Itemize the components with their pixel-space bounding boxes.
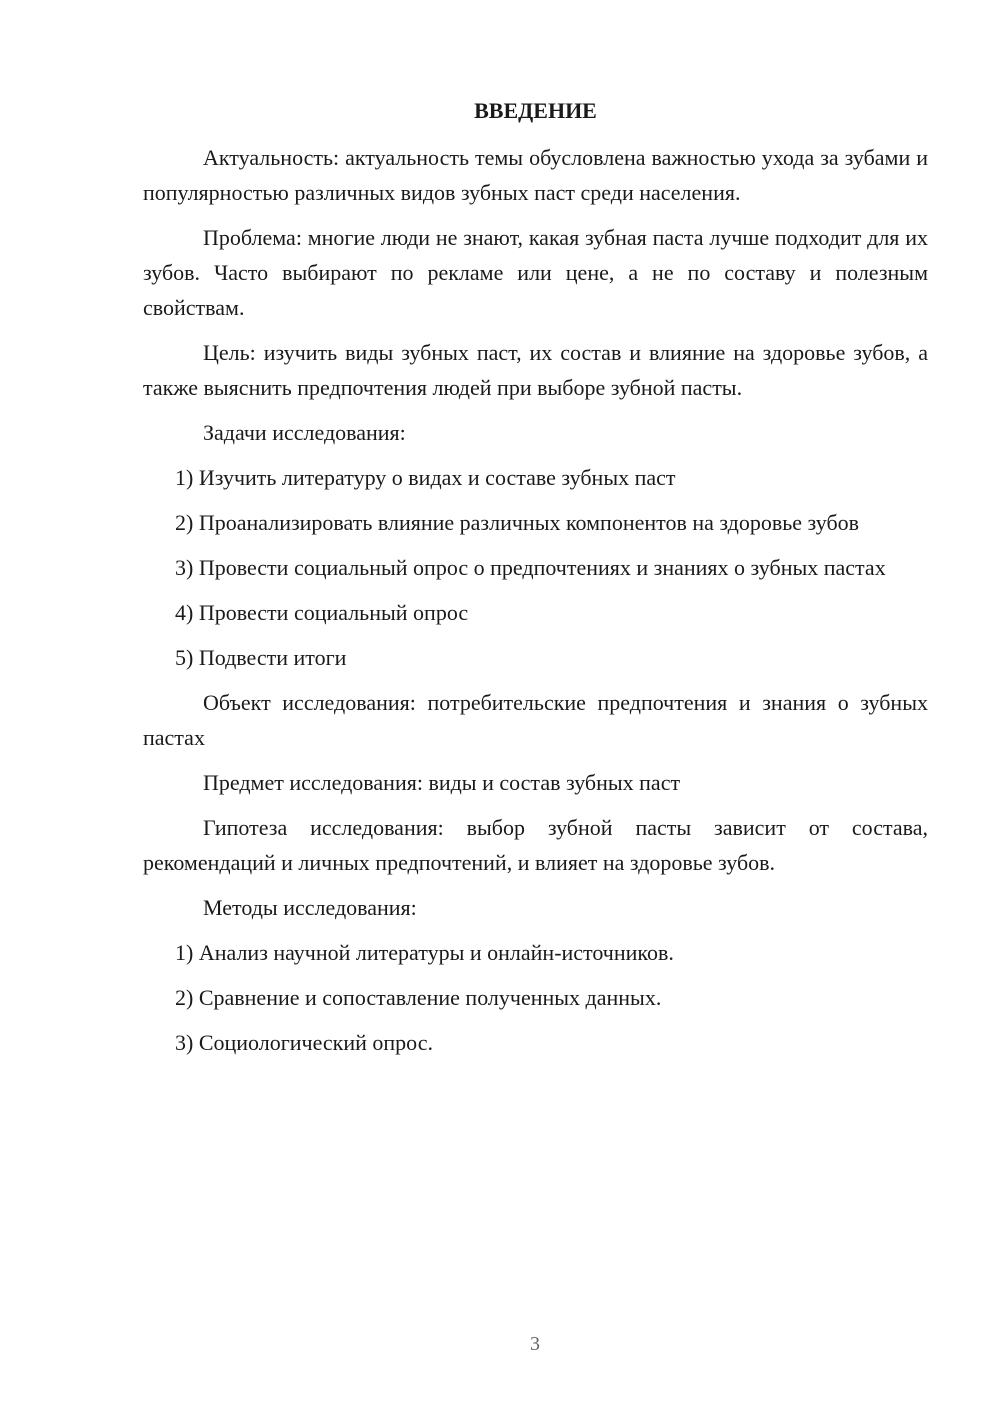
task-item: 4) Провести социальный опрос <box>175 600 469 625</box>
method-item: 3) Социологический опрос. <box>175 1030 433 1055</box>
page-number: 3 <box>530 1333 540 1355</box>
task-item: 2) Проанализировать влияние различных компонентов на здоровье зубов <box>175 510 860 535</box>
task-item: 1) Изучить литературу о видах и составе зубных паст <box>175 465 676 490</box>
methods-heading: Методы исследования: <box>203 895 417 920</box>
hypothesis-paragraph: Гипотеза исследования: выбор зубной пасты зависит от состава, рекомендаций и личных предпочтений, и влияет на здоровье зубов. <box>143 815 928 875</box>
goal-paragraph: Цель: изучить виды зубных паст, их состав и влияние на здоровье зубов, а также выяснить предпочтения людей при выборе зубной пасты. <box>143 340 928 400</box>
object-paragraph: Объект исследования: потребительские предпочтения и знания о зубных пастах <box>143 690 928 750</box>
task-item: 5) Подвести итоги <box>175 645 347 670</box>
tasks-heading: Задачи исследования: <box>203 420 406 445</box>
task-item: 3) Провести социальный опрос о предпочтениях и знаниях о зубных пастах <box>175 555 886 580</box>
problem-paragraph: Проблема: многие люди не знают, какая зубная паста лучше подходит для их зубов. Часто выбирают по рекламе или цене, а не по составу и полезным свойствам. <box>143 225 928 320</box>
section-heading: ВВЕДЕНИЕ <box>474 98 597 123</box>
relevance-paragraph: Актуальность: актуальность темы обусловлена важностью ухода за зубами и популярностью различных видов зубных паст среди населения. <box>143 145 928 205</box>
method-item: 1) Анализ научной литературы и онлайн-источников. <box>175 940 674 965</box>
document-page <box>143 96 928 1070</box>
subject-paragraph: Предмет исследования: виды и состав зубных паст <box>203 770 681 795</box>
method-item: 2) Сравнение и сопоставление полученных данных. <box>175 985 662 1010</box>
